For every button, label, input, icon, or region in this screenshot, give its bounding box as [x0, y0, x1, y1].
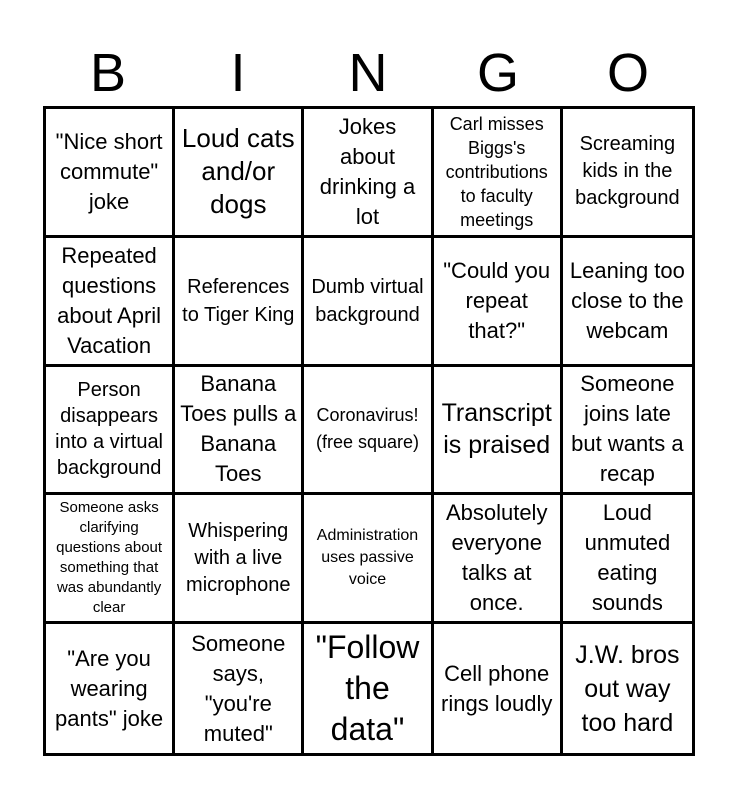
bingo-square[interactable]	[304, 367, 433, 496]
header-letter-g: G	[476, 43, 519, 103]
bingo-square[interactable]	[46, 238, 175, 367]
bingo-square[interactable]	[175, 238, 304, 367]
bingo-square-text: Loud unmuted eating sounds	[584, 500, 671, 616]
bingo-square[interactable]	[434, 495, 563, 624]
bingo-header	[43, 40, 693, 106]
bingo-square-text: Jokes about drinking a lot	[319, 113, 416, 229]
bingo-square[interactable]	[304, 624, 433, 753]
bingo-board	[43, 106, 695, 756]
bingo-square[interactable]	[304, 238, 433, 367]
bingo-square-text: Someone asks clarifying questions about something that was abundantly clear	[56, 499, 163, 617]
bingo-square[interactable]	[563, 109, 692, 238]
bingo-square-text: "Follow the data"	[315, 629, 420, 748]
bingo-square[interactable]	[46, 495, 175, 624]
bingo-square[interactable]	[563, 238, 692, 367]
bingo-square-text: Someone joins late but wants a recap	[571, 371, 684, 487]
bingo-square-text: Someone says, "you're muted"	[191, 630, 286, 746]
bingo-square-text: Cell phone rings loudly	[441, 660, 553, 716]
bingo-square-text: Screaming kids in the background	[575, 133, 680, 210]
bingo-square-text: Dumb virtual background	[311, 275, 424, 326]
bingo-square[interactable]	[175, 109, 304, 238]
bingo-square[interactable]	[563, 367, 692, 496]
header-letter-b: B	[89, 43, 127, 103]
bingo-square-text: Transcript is praised	[441, 399, 552, 460]
bingo-square[interactable]	[434, 238, 563, 367]
bingo-square[interactable]	[563, 495, 692, 624]
header-letter-n: N	[348, 43, 388, 103]
bingo-square-text: Loud cats and/or dogs	[181, 123, 295, 220]
bingo-square-text: "Nice short commute" joke	[55, 128, 163, 214]
bingo-square-text: J.W. bros out way too hard	[575, 640, 680, 737]
bingo-square-text: References to Tiger King	[182, 275, 295, 326]
bingo-square[interactable]	[304, 495, 433, 624]
bingo-square-text: "Could you repeat that?"	[443, 257, 551, 343]
bingo-square[interactable]	[434, 624, 563, 753]
bingo-square[interactable]	[46, 367, 175, 496]
bingo-square-text: Repeated questions about April Vacation	[57, 242, 162, 358]
bingo-square[interactable]	[46, 109, 175, 238]
bingo-square[interactable]	[175, 495, 304, 624]
bingo-square-text: Leaning too close to the webcam	[569, 257, 685, 343]
bingo-square-text: Carl misses Biggs's contributions to faculty meetings	[445, 113, 548, 230]
bingo-square-text: Absolutely everyone talks at once.	[445, 500, 548, 616]
bingo-square-text: Person disappears into a virtual background	[55, 379, 164, 480]
bingo-square-text: Coronavirus! (free square)	[315, 405, 420, 453]
bingo-square[interactable]	[46, 624, 175, 753]
bingo-square-text: Banana Toes pulls a Banana Toes	[180, 371, 297, 487]
bingo-square[interactable]	[304, 109, 433, 238]
bingo-square-text: "Are you wearing pants" joke	[55, 645, 164, 731]
bingo-square[interactable]	[175, 367, 304, 496]
bingo-square[interactable]	[563, 624, 692, 753]
bingo-square-text: Administration uses passive voice	[316, 527, 419, 589]
bingo-square[interactable]	[175, 624, 304, 753]
bingo-square[interactable]	[434, 367, 563, 496]
bingo-square-text: Whispering with a live microphone	[186, 519, 291, 596]
header-letter-o: O	[606, 43, 649, 103]
header-letter-i: I	[230, 43, 246, 103]
bingo-square[interactable]	[434, 109, 563, 238]
